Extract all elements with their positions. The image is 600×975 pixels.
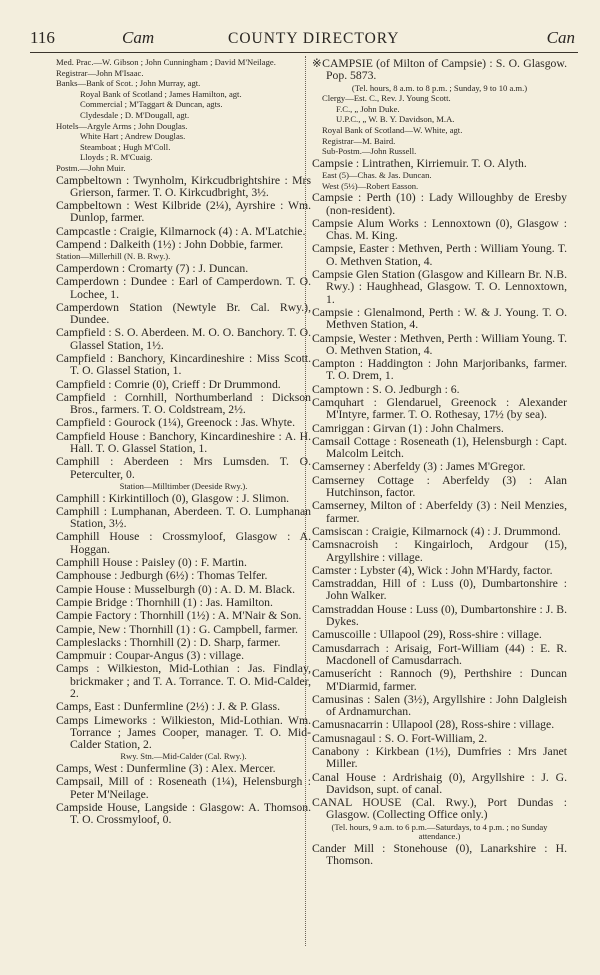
directory-entry: Lloyds ; R. M'Cuaig.	[80, 152, 153, 163]
directory-entry: Camphill : Aberdeen : Mrs Lumsden. T. O. Peterculter, 0.	[56, 455, 311, 481]
directory-entry: Camusinas : Salen (3½), Argyllshire : John Dalgleish of Ardnamurchan.	[312, 692, 567, 719]
directory-entry: CANAL HOUSE (Cal. Rwy.), Port Dundas : Glasgow. (Collecting Office only.)	[312, 796, 567, 822]
directory-entry: Camstraddan, Hill of : Luss (0), Dumbartonshire : John Walker.	[312, 577, 567, 603]
directory-entry: Cander Mill : Stonehouse (0), Lanarkshire : H. Thomson.	[312, 841, 567, 868]
directory-entry: Registrar—M. Baird.	[322, 135, 396, 146]
directory-entry: Campsie, Easter : Methven, Perth : William Young. T. O. Methven Station, 4.	[312, 242, 567, 268]
directory-entry: Registrar—John M'Isaac.	[56, 67, 144, 78]
directory-entry: Campsie : Glenalmond, Perth : W. & J. Young. T. O. Methven Station, 4.	[312, 305, 567, 332]
directory-entry: Campfield : Cornhill, Northumberland : Dickson Bros., farmers. T. O. Coldstream, 2½.	[56, 390, 311, 417]
directory-entry: (Tel. hours, 9 a.m. to 6 p.m.—Saturdays, to 4 p.m. ; no Sunday attendance.)	[331, 821, 548, 842]
directory-entry: Camquhart : Glendaruel, Greenock : Alexander M'Intyre, farmer. T. O. Rothesay, 17½ (by sea).	[312, 395, 567, 422]
directory-entry: Campsie, Wester : Methven, Perth : William Young. T. O. Methven Station, 4.	[312, 331, 567, 357]
directory-entry: West (5½)—Robert Easson.	[322, 180, 419, 191]
directory-entry: Camperdown Station (Newtyle Br. Cal. Rwy.), Dundee.	[56, 300, 311, 327]
directory-entry: Campfield : S. O. Aberdeen. M. O. O. Banchory. T. O. Glassel Station, 1½.	[56, 326, 311, 352]
directory-entry: Camusnacarrin : Ullapool (28), Ross-shire : village.	[312, 718, 555, 732]
header-rule	[30, 52, 578, 53]
directory-entry: Station—Milltimber (Deeside Rwy.).	[119, 480, 248, 491]
directory-entry: U.P.C., „ W. B. Y. Davidson, M.A.	[336, 114, 455, 125]
directory-entry: Camps, West : Dunfermline (3) : Alex. Mercer.	[56, 762, 276, 776]
directory-entry: White Hart ; Andrew Douglas.	[80, 131, 186, 142]
directory-entry: Camps Limeworks : Wilkieston, Mid-Lothian. Wm. Torrance ; James Cooper, manager. T. O. Mid-Calder Station, 2.	[56, 713, 311, 752]
directory-entry: Camsnacroish : Kingairloch, Ardgour (15), Argyllshire : village.	[312, 538, 567, 564]
right-column	[312, 58, 567, 958]
directory-entry: Camptown : S. O. Jedburgh : 6.	[312, 382, 460, 396]
directory-entry: Campfield House : Banchory, Kincardineshire : A. H. Hall. T. O. Glassel Station, 1.	[56, 429, 311, 456]
directory-entry: Camserney Cottage : Aberfeldy (3) : Alan Hutchinson, factor.	[312, 473, 567, 500]
directory-entry: Campie House : Musselburgh (0) : A. D. M. Black.	[56, 582, 296, 596]
header-title: COUNTY DIRECTORY	[228, 30, 400, 47]
directory-entry: Camsiscan : Craigie, Kilmarnock (4) : J. Drummond.	[312, 524, 561, 538]
directory-entry: Clergy—Est. C., Rev. J. Young Scott.	[322, 93, 451, 104]
directory-entry: Camphill House : Paisley (0) : F. Martin.	[56, 556, 247, 570]
directory-entry: Camps : Wilkieston, Mid-Lothian : Jas. Findlay, brickmaker ; and T. A. Torrance. T. O. Mid-Calder, 2.	[56, 662, 311, 700]
directory-entry: Camserney, Milton of : Aberfeldy (3) : Neil Menzies, farmer.	[312, 499, 567, 525]
directory-entry: Camphouse : Jedburgh (6½) : Thomas Telfer.	[56, 569, 268, 583]
directory-entry: Campfield : Banchory, Kincardineshire : Miss Scott. T. O. Glassel Station, 1.	[56, 351, 311, 378]
directory-entry: Campie, New : Thornhill (1) : G. Campbell, farmer.	[56, 622, 298, 636]
directory-entry: Camphill : Lumphanan, Aberdeen. T. O. Lumphanan Station, 3½.	[56, 504, 311, 531]
directory-entry: Camperdown : Dundee : Earl of Camperdown. T. O. Lochee, 1.	[56, 275, 311, 301]
directory-entry: Med. Prac.—W. Gibson ; John Cunningham ; David M'Neilage.	[56, 58, 276, 67]
page-number: 116	[30, 28, 55, 47]
directory-entry: Steamboat ; Hugh M'Coll.	[80, 141, 171, 152]
directory-entry: Camstraddan House : Luss (0), Dumbartonshire : J. B. Dykes.	[312, 602, 567, 629]
directory-entry: Campside House, Langside : Glasgow: A. Thomson. T. O. Crossmyloof, 0.	[56, 800, 311, 827]
directory-entry: Campsie : Lintrathen, Kirriemuir. T. O. Alyth.	[312, 156, 527, 170]
left-column	[56, 58, 311, 958]
directory-entry: Campmuir : Coupar-Angus (3) : village.	[56, 649, 245, 663]
directory-entry: Camperdown : Cromarty (7) : J. Duncan.	[56, 261, 249, 275]
directory-entry: Hotels—Argyle Arms ; John Douglas.	[56, 120, 188, 131]
directory-entry: Clydesdale ; D. M'Dougall, agt.	[80, 109, 190, 120]
directory-entry: Royal Bank of Scotland—W. White, agt.	[322, 124, 463, 135]
directory-entry: Camsail Cottage : Roseneath (1), Helensburgh : Capt. Malcolm Leitch.	[312, 434, 567, 461]
directory-entry: Campbeltown : West Kilbride (2¼), Ayrshire : Wm. Dunlop, farmer.	[56, 199, 311, 225]
directory-entry: Camusnagaul : S. O. Fort-William, 2.	[312, 731, 488, 745]
directory-entry: Canal House : Ardrishaig (0), Argyllshire : J. G. Davidson, supt. of canal.	[312, 770, 567, 796]
directory-entry: Sub-Postm.—John Russell.	[322, 146, 417, 157]
directory-entry: Royal Bank of Scotland ; James Hamilton, agt.	[80, 88, 242, 99]
directory-entry: Campend : Dalkeith (1½) : John Dobbie, farmer.	[56, 238, 284, 252]
directory-entry: Commercial ; M'Taggart & Duncan, agts.	[80, 99, 223, 110]
directory-entry: Camserney : Aberfeldy (3) : James M'Gregor.	[312, 460, 526, 474]
directory-entry: Camster : Lybster (4), Wick : John M'Hardy, factor.	[312, 563, 553, 577]
directory-entry: (Tel. hours, 8 a.m. to 8 p.m. ; Sunday, 9 to 10 a.m.)	[351, 82, 528, 93]
header-right-word: Can	[546, 28, 575, 47]
directory-entry: Station—Millerhill (N. B. Rwy.).	[56, 251, 171, 262]
directory-entry: Camps, East : Dunfermline (2½) : J. & P. Glass.	[56, 700, 280, 714]
directory-entry: East (5)—Chas. & Jas. Duncan.	[322, 170, 432, 181]
directory-entry: Campie Factory : Thornhill (1½) : A. M'Nair & Son.	[56, 609, 302, 623]
page-header	[30, 28, 585, 52]
directory-entry: Camriggan : Girvan (1) : John Chalmers.	[312, 421, 504, 435]
directory-entry: Campbeltown : Twynholm, Kirkcudbrightshire : Mrs Grierson, farmer. T. O. Kirkcudbright, 3½.	[56, 173, 311, 199]
directory-entry: Camphill House : Crossmyloof, Glasgow : A. Hoggan.	[56, 530, 311, 556]
header-left-word: Cam	[122, 28, 155, 47]
directory-entry: Campleslacks : Thornhill (2) : D. Sharp, farmer.	[56, 635, 281, 649]
directory-entry: Rwy. Stn.—Mid-Calder (Cal. Rwy.).	[120, 751, 247, 762]
directory-entry: Banks—Bank of Scot. ; John Murray, agt.	[56, 78, 201, 89]
directory-entry: Camuscoille : Ullapool (29), Ross-shire : village.	[312, 628, 542, 642]
directory-entry: ※CAMPSIE (of Milton of Campsie) : S. O. Glasgow. Pop. 5873.	[312, 58, 567, 83]
directory-entry: Canabony : Kirkbean (1½), Dumfries : Mrs Janet Miller.	[312, 745, 567, 771]
directory-entry: Campsail, Mill of : Roseneath (1¼), Helensburgh : Peter M'Neilage.	[56, 775, 311, 801]
directory-entry: Camphill : Kirkintilloch (0), Glasgow : J. Slimon.	[56, 491, 290, 505]
directory-entry: Camusdarrach : Arisaig, Fort-William (44) : E. R. Macdonell of Camusdarrach.	[312, 641, 567, 667]
directory-entry: F.C., „ John Duke.	[336, 103, 400, 114]
directory-entry: Camuserícht : Rannoch (9), Perthshire : Duncan M'Diarmid, farmer.	[312, 667, 567, 693]
directory-entry: Campie Bridge : Thornhill (1) : Jas. Hamilton.	[56, 595, 273, 609]
directory-entry: Campsie : Perth (10) : Lady Willoughby de Eresby (non-resident).	[312, 191, 567, 217]
directory-entry: Campfield : Comrie (0), Crieff : Dr Drummond.	[56, 377, 281, 391]
directory-entry: Postm.—John Muir.	[56, 162, 126, 173]
directory-entry: Campsie Glen Station (Glasgow and Killearn Br. N.B. Rwy.) : Haughhead, Glasgow. T. O. Lennoxtown, 1.	[312, 268, 567, 306]
directory-entry: Campcastle : Craigie, Kilmarnock (4) : A. M'Latchie.	[56, 224, 306, 238]
directory-entry: Campfield : Gourock (1¼), Greenock : Jas. Whyte.	[56, 416, 295, 430]
directory-entry: Campsie Alum Works : Lennoxtown (0), Glasgow : Chas. M. King.	[312, 216, 567, 243]
directory-entry: Campton : Haddington : John Marjoribanks, farmer. T. O. Drem, 1.	[312, 357, 567, 383]
